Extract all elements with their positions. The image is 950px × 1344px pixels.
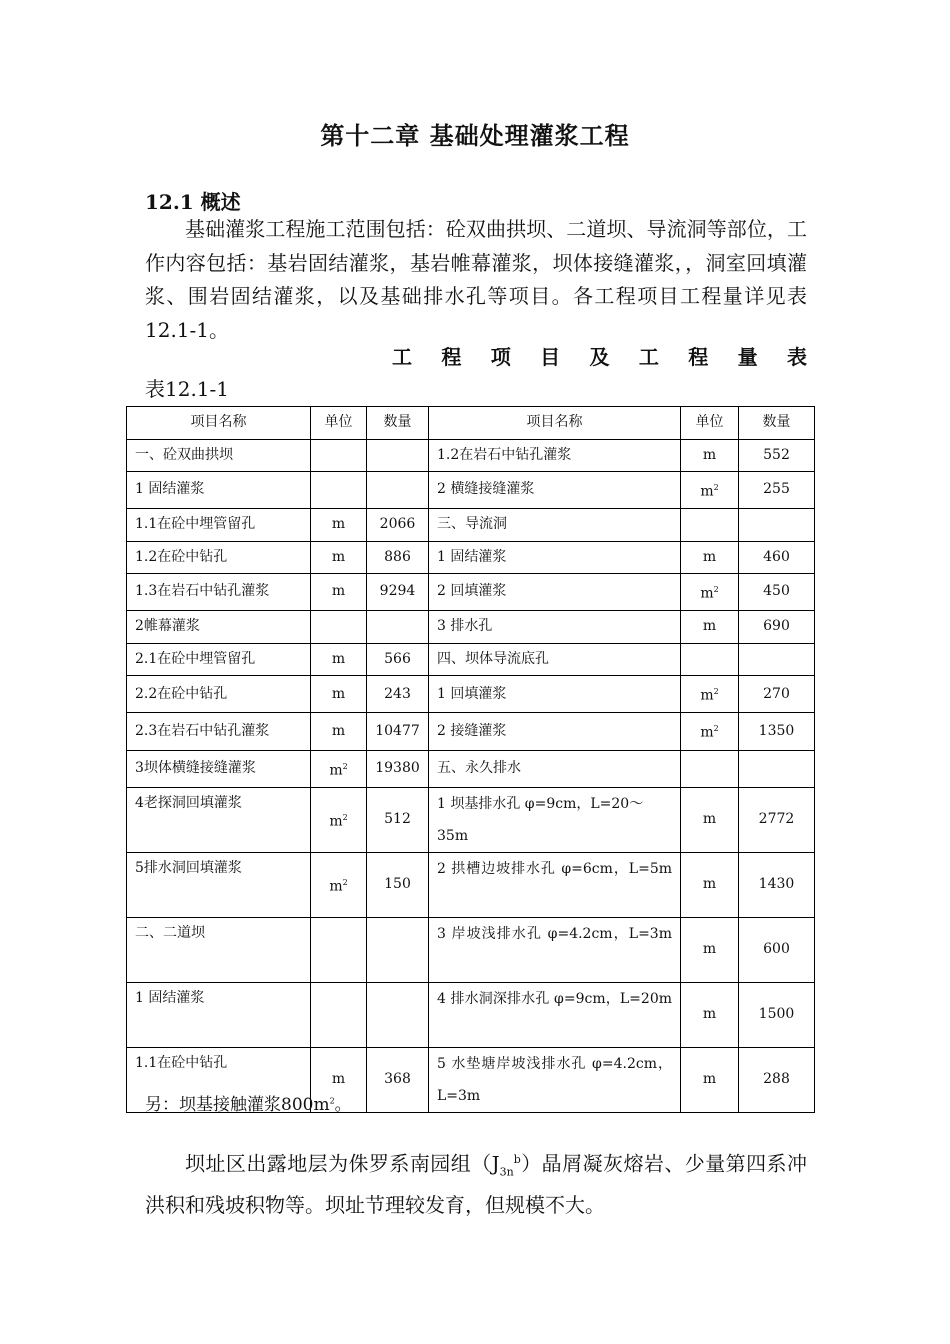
chapter-title: 第十二章 基础处理灌浆工程 — [320, 121, 630, 150]
table-row — [127, 541, 815, 574]
table-row — [127, 787, 815, 852]
unit-cell: m — [681, 611, 739, 644]
table-row — [127, 472, 815, 509]
item-name-cell: 2.3在岩石中钻孔灌浆 — [127, 713, 311, 750]
quantity-cell: 243 — [367, 676, 429, 713]
unit-cell: m — [311, 643, 367, 676]
quantity-cell: 288 — [739, 1047, 815, 1112]
unit-cell: m — [311, 1047, 367, 1112]
unit-cell — [311, 611, 367, 644]
unit-cell: m — [681, 1047, 739, 1112]
item-name-cell: 2 横缝接缝灌浆 — [429, 472, 681, 509]
quantity-cell — [739, 643, 815, 676]
unit-cell: $m^2$ — [681, 713, 739, 750]
quantity-cell: 690 — [739, 611, 815, 644]
item-name-cell: 1 固结灌浆 — [429, 541, 681, 574]
item-name-cell: 2 拱槽边坡排水孔 φ=6cm，L=5m — [429, 852, 681, 917]
quantity-cell: 10477 — [367, 713, 429, 750]
item-name-cell: 4 排水洞深排水孔 φ=9cm，L=20m — [429, 982, 681, 1047]
quantity-cell: 460 — [739, 541, 815, 574]
table-row — [127, 574, 815, 611]
item-name-cell: 1.3在岩石中钻孔灌浆 — [127, 574, 311, 611]
unit-cell: $m^2$ — [311, 852, 367, 917]
table-header-cell: 项目名称 — [127, 407, 311, 440]
table-header-cell: 项目名称 — [429, 407, 681, 440]
unit-cell — [681, 750, 739, 787]
quantity-cell: 566 — [367, 643, 429, 676]
table-row — [127, 509, 815, 542]
item-name-cell: 5排水洞回填灌浆 — [127, 852, 311, 917]
unit-cell: m — [681, 787, 739, 852]
item-name-cell: 一、砼双曲拱坝 — [127, 439, 311, 472]
quantity-cell: 270 — [739, 676, 815, 713]
table-row — [127, 917, 815, 982]
item-name-cell: 三、导流洞 — [429, 509, 681, 542]
quantity-cell: 255 — [739, 472, 815, 509]
item-name-cell: 1 回填灌浆 — [429, 676, 681, 713]
unit-cell: $m^2$ — [681, 676, 739, 713]
quantity-cell: 2772 — [739, 787, 815, 852]
table-row — [127, 750, 815, 787]
unit-cell: m — [681, 439, 739, 472]
unit-cell: $m^2$ — [311, 787, 367, 852]
unit-cell: m — [311, 713, 367, 750]
item-name-cell: 2 回填灌浆 — [429, 574, 681, 611]
item-name-cell: 2 接缝灌浆 — [429, 713, 681, 750]
item-name-cell: 5 水垫塘岸坡浅排水孔 φ=4.2cm，L=3m — [429, 1047, 681, 1112]
unit-cell: m — [311, 509, 367, 542]
quantity-cell: 9294 — [367, 574, 429, 611]
table-header-cell: 数量 — [367, 407, 429, 440]
item-name-cell: 2帷幕灌浆 — [127, 611, 311, 644]
quantity-cell: 19380 — [367, 750, 429, 787]
intro-paragraph: 基础灌浆工程施工范围包括：砼双曲拱坝、二道坝、导流洞等部位，工作内容包括：基岩固结灌浆，基岩帷幕灌浆，坝体接缝灌浆，，洞室回填灌浆、围岩固结灌浆，以及基础排水孔等项目。各工程项目工程量详见表12.1-1。 — [145, 217, 807, 342]
table-row — [127, 676, 815, 713]
table-row — [127, 852, 815, 917]
quantity-cell — [367, 917, 429, 982]
unit-cell — [311, 472, 367, 509]
unit-cell: m — [311, 676, 367, 713]
geology-paragraph: 坝址区出露地层为侏罗系南园组$(J_{3n}^b)$晶屑凝灰熔岩、少量第四系冲洪积和残坡积物等。坝址节理较发育，但规模不大。 — [145, 1151, 807, 1218]
item-name-cell: 1.1在砼中钻孔 — [127, 1047, 311, 1112]
item-name-cell: 3 岸坡浅排水孔 φ=4.2cm，L=3m — [429, 917, 681, 982]
quantity-table — [126, 406, 815, 1113]
table-number: 表12.1-1 — [145, 377, 230, 401]
table-row — [127, 611, 815, 644]
quantity-cell: 1430 — [739, 852, 815, 917]
item-name-cell: 1.2在砼中钻孔 — [127, 541, 311, 574]
quantity-cell — [367, 982, 429, 1047]
unit-cell: m — [681, 541, 739, 574]
table-row — [127, 713, 815, 750]
quantity-cell: 368 — [367, 1047, 429, 1112]
quantity-cell — [367, 439, 429, 472]
quantity-cell: 512 — [367, 787, 429, 852]
item-name-cell: 3 排水孔 — [429, 611, 681, 644]
item-name-cell: 3坝体横缝接缝灌浆 — [127, 750, 311, 787]
quantity-cell: 886 — [367, 541, 429, 574]
unit-cell: $m^2$ — [311, 750, 367, 787]
unit-cell: $m^2$ — [681, 574, 739, 611]
table-row — [127, 439, 815, 472]
table-caption: 工 程 项 目 及 工 程 量 表 — [392, 345, 807, 369]
quantity-cell: 450 — [739, 574, 815, 611]
quantity-cell: 600 — [739, 917, 815, 982]
unit-cell: m — [681, 852, 739, 917]
item-name-cell: 1.2在岩石中钻孔灌浆 — [429, 439, 681, 472]
unit-cell: m — [311, 574, 367, 611]
item-name-cell: 1 坝基排水孔 φ=9cm，L=20～35m — [429, 787, 681, 852]
item-name-cell: 五、永久排水 — [429, 750, 681, 787]
quantity-cell: 1350 — [739, 713, 815, 750]
item-name-cell: 1.1在砼中埋管留孔 — [127, 509, 311, 542]
table-header-cell: 单位 — [681, 407, 739, 440]
item-name-cell: 4老探洞回填灌浆 — [127, 787, 311, 852]
item-name-cell: 2.2在砼中钻孔 — [127, 676, 311, 713]
table-row — [127, 643, 815, 676]
table-header-cell: 单位 — [311, 407, 367, 440]
quantity-cell: 1500 — [739, 982, 815, 1047]
quantity-cell: 2066 — [367, 509, 429, 542]
unit-cell — [311, 982, 367, 1047]
quantity-cell — [739, 509, 815, 542]
unit-cell — [681, 643, 739, 676]
unit-cell — [311, 917, 367, 982]
table-note: 另：坝基接触灌浆$800m^2$。 — [145, 1095, 352, 1115]
unit-cell: m — [681, 982, 739, 1047]
unit-cell: $m^2$ — [681, 472, 739, 509]
table-header-row — [127, 407, 815, 440]
section-title: 12.1 概述 — [145, 190, 241, 214]
quantity-cell — [367, 611, 429, 644]
unit-cell: m — [311, 541, 367, 574]
unit-cell: m — [681, 917, 739, 982]
item-name-cell: 1 固结灌浆 — [127, 982, 311, 1047]
item-name-cell: 1 固结灌浆 — [127, 472, 311, 509]
quantity-cell: 150 — [367, 852, 429, 917]
quantity-cell — [367, 472, 429, 509]
unit-cell — [681, 509, 739, 542]
quantity-cell: 552 — [739, 439, 815, 472]
item-name-cell: 四、坝体导流底孔 — [429, 643, 681, 676]
unit-cell — [311, 439, 367, 472]
table-header-cell: 数量 — [739, 407, 815, 440]
item-name-cell: 二、二道坝 — [127, 917, 311, 982]
quantity-cell — [739, 750, 815, 787]
item-name-cell: 2.1在砼中埋管留孔 — [127, 643, 311, 676]
table-row — [127, 982, 815, 1047]
